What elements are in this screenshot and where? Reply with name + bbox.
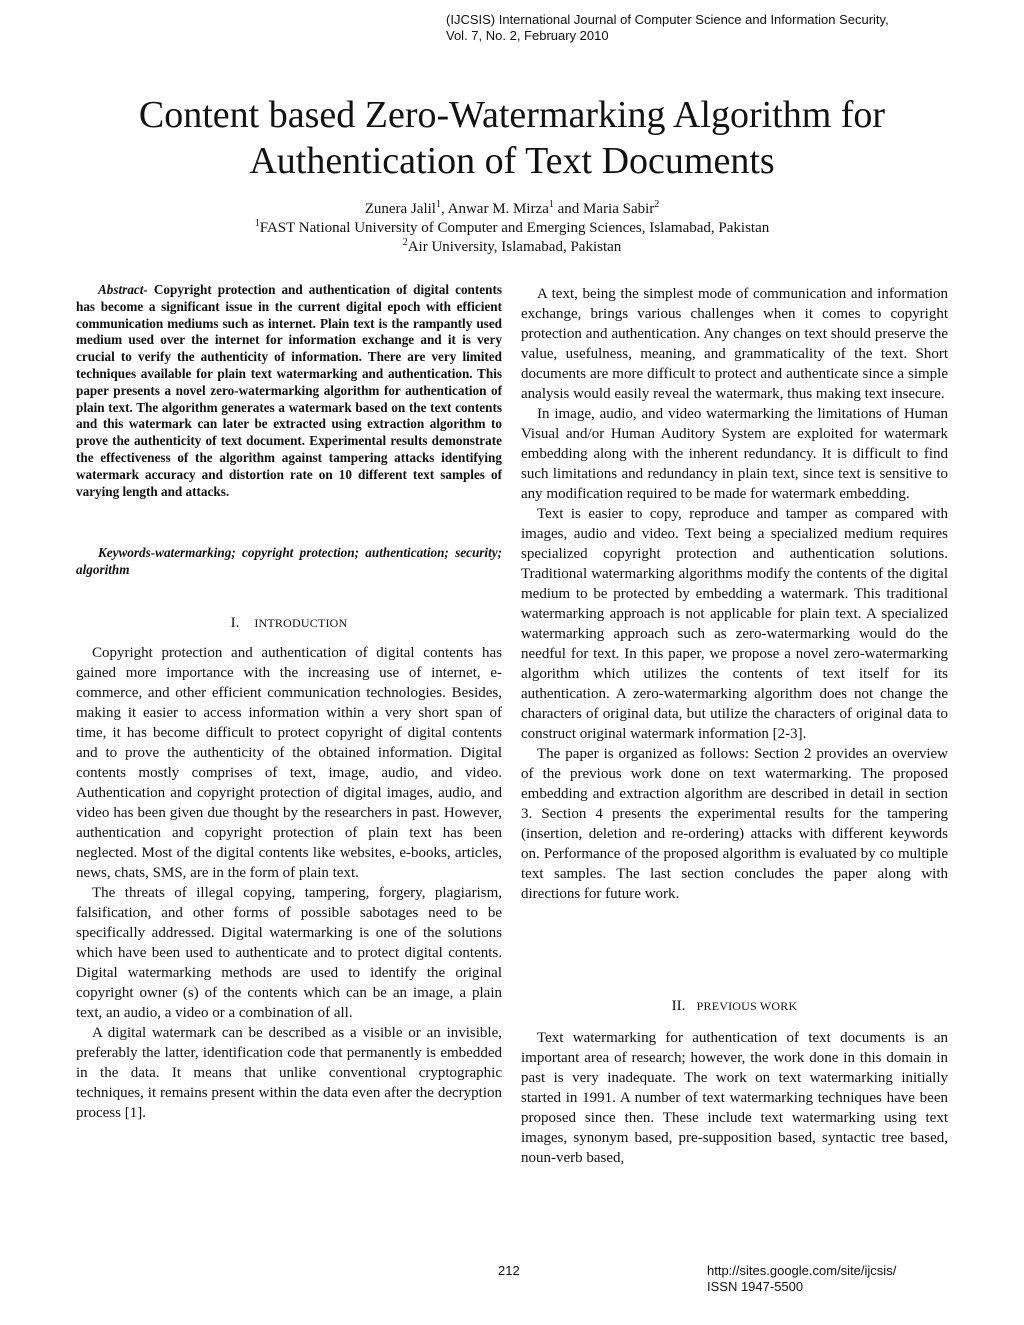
affiliation-2: $^2$Air University, Islamabad, Pakistan — [402, 237, 622, 255]
right-paragraph-3: Text is easier to copy, reproduce and tamper as compared with images, audio and video. Text being a specialized medium requires specialized copyright protection and authentication solutions. Traditional watermarking algorithms modify the contents of the digital medium to be protected by embedding a watermark. This traditional watermarking approach is not applicable for plain text. A specialized watermarking approach such as zero-watermarking would do the needful for text. In this paper, we propose a novel zero-watermarking algorithm which utilizes the contents of text itself for its authentication. A zero-watermarking algorithm does not change the characters of original data, but utilize the characters of original data to construct original watermark information [2-3]. — [521, 506, 948, 742]
abstract — [76, 282, 502, 500]
author-block — [40, 200, 984, 257]
title-line-1: Content based Zero-Watermarking Algorithm for — [138, 94, 886, 136]
affiliation-1: $^1$FAST National University of Computer and Emerging Sciences, Islamabad, Pakistan — [254, 218, 770, 236]
prev-paragraph-1: Text watermarking for authentication of text documents is an important area of research; however, the work done in this domain in past is very inadequate. The work on text watermarking initially started in 1991. A number of text watermarking techniques have been proposed since then. These include text watermarking using text images, synonym based, pre-supposition based, syntactic tree based, noun-verb based, — [521, 1030, 948, 1166]
right-paragraph-4: The paper is organized as follows: Section 2 provides an overview of the previous work done on text watermarking. The proposed embedding and extraction algorithm are described in detail in section 3. Section 4 presents the experimental results for the tampering (insertion, deletion and re-ordering) attacks with different keywords on. Performance of the proposed algorithm is evaluated by co multiple text samples. The last section concludes the paper along with directions for future work. — [521, 746, 948, 902]
page-number: 212 — [498, 1263, 520, 1278]
intro-paragraph-1: Copyright protection and authentication of digital contents has gained more importance with the increasing use of internet, e-commerce, and other efficient communication technologies. Besides, making it easier to access information within a very short span of time, it has become difficult to protect copyright of digital contents and to prove the authenticity of the obtained information. Digital contents mostly comprises of text, image, audio, and video. Authentication and copyright protection of digital images, audio, and video has been given due thought by the researchers in past. However, authentication and copyright protection of plain text has been neglected. Most of the digital contents like websites, e-books, articles, news, chats, SMS, are in the form of plain text. — [76, 645, 502, 881]
section-heading-previous-work: II. PREVIOUS WORK — [671, 998, 798, 1014]
abstract-body: Copyright protection and authentication of digital contents has become a significant issue in the current digital epoch with efficient communication mediums such as internet. Plain text is the rampantly used medium used over the internet for information exchange and it is very crucial to verify the authenticity of information. There are very limited techniques available for plain text watermarking and authentication. This paper presents a novel zero-watermarking algorithm for authentication of plain text. The algorithm generates a watermark based on the text contents and this watermark can later be extracted using extraction algorithm to prove the authenticity of text document. Experimental results demonstrate the effectiveness of the algorithm against tampering attacks identifying watermark accuracy and distortion rate on 10 different text samples of varying length and attacks. — [76, 282, 502, 499]
keywords: Keywords-watermarking; copyright protection; authentication; security; algorithm — [76, 545, 502, 577]
author-names: Zunera Jalil$^1$, Anwar M. Mirza$^1$ and Maria Sabir$^2$ — [364, 199, 660, 217]
footer-url: http://sites.google.com/site/ijcsis/ — [707, 1263, 897, 1278]
right-column-body — [521, 284, 948, 904]
introduction-body — [76, 643, 502, 1123]
section-heading-introduction: I. INTRODUCTION — [230, 615, 348, 631]
volume-line: Vol. 7, No. 2, February 2010 — [446, 28, 609, 43]
right-paragraph-2: In image, audio, and video watermarking the limitations of Human Visual and/or Human Auditory System are exploited for watermark embedding along with the inherent redundancy. It is difficult to find such limitations and redundancy in plain text, since text is sensitive to any modification required to be made for watermark embedding. — [521, 406, 948, 502]
paper-title — [40, 92, 984, 184]
right-paragraph-1: A text, being the simplest mode of communication and information exchange, brings various challenges when it comes to copyright protection and authentication. Any changes on text should preserve the value, usefulness, meaning, and grammaticality of the text. Short documents are more difficult to protect and authenticate since a simple analysis would easily reveal the watermark, thus making text insecure. — [521, 286, 948, 402]
journal-line: (IJCSIS) International Journal of Computer Science and Information Security, — [446, 12, 889, 27]
title-line-2: Authentication of Text Documents — [249, 140, 775, 182]
intro-paragraph-3: A digital watermark can be described as a visible or an invisible, preferably the latter, identification code that permanently is embedded in the data. It means that unlike conventional cryptographic techniques, it remains present within the data even after the decryption process [1]. — [76, 1025, 502, 1121]
running-header — [446, 12, 1006, 44]
intro-paragraph-2: The threats of illegal copying, tampering, forgery, plagiarism, falsification, and other forms of possible sabotages need to be specifically addressed. Digital watermarking is one of the solutions which have been used to authenticate and to protect digital contents. Digital watermarking methods are used to identify the original copyright owner (s) of the contents which can be an image, a plain text, an audio, a video or a combination of all. — [76, 885, 502, 1021]
previous-work-body — [521, 1028, 948, 1168]
abstract-lead: Abstract- — [98, 282, 148, 297]
footer-issn: ISSN 1947-5500 — [707, 1279, 804, 1294]
